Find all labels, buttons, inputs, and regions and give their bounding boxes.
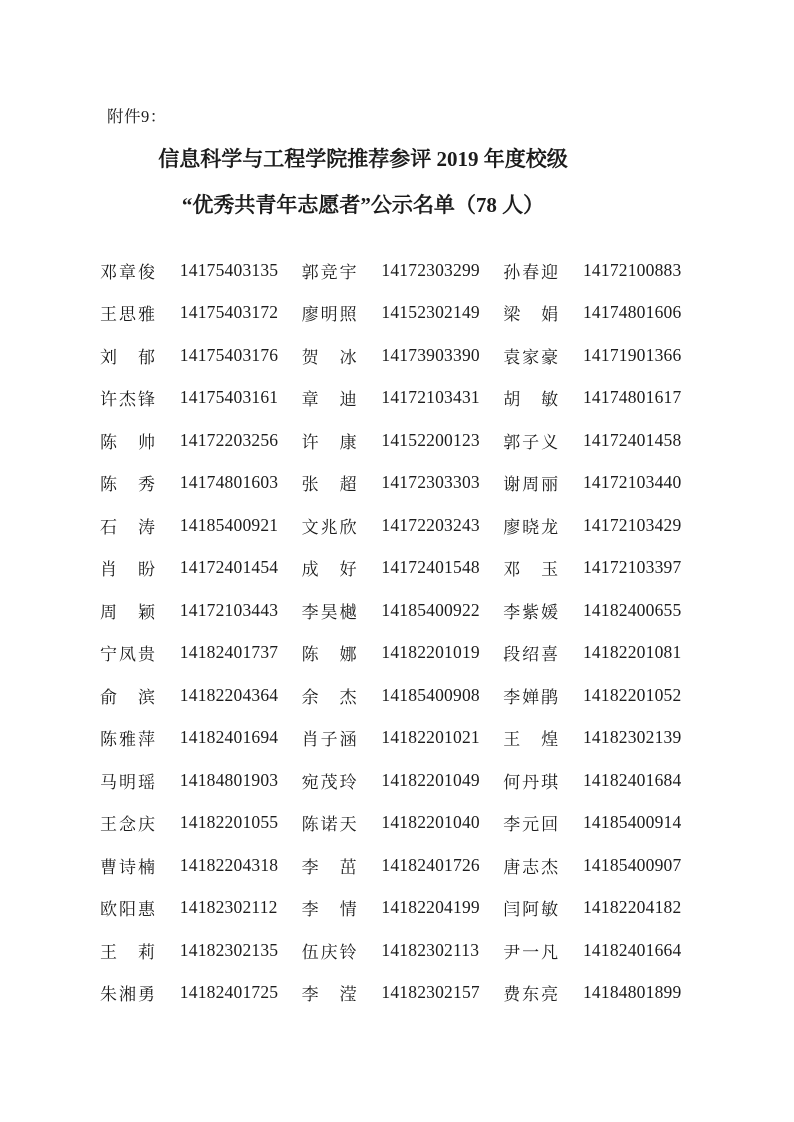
student-id: 14172401458 bbox=[582, 429, 682, 450]
person-name: 余 杰 bbox=[301, 687, 357, 707]
student-id: 14172103431 bbox=[381, 387, 480, 408]
student-id: 14182201055 bbox=[179, 812, 279, 833]
student-id: 14172401454 bbox=[179, 557, 279, 578]
student-id: 14185400921 bbox=[179, 514, 279, 535]
table-row bbox=[100, 674, 680, 717]
person-name: 周 颖 bbox=[100, 602, 155, 622]
person-name: 袁家豪 bbox=[503, 347, 559, 367]
person-name: 郭子义 bbox=[503, 432, 559, 452]
table-row bbox=[100, 929, 680, 972]
student-id: 14174801606 bbox=[582, 302, 682, 323]
student-id: 14172203256 bbox=[179, 429, 279, 450]
student-id: 14172100883 bbox=[582, 259, 682, 280]
person-name: 文兆欣 bbox=[301, 517, 357, 537]
person-name: 谢周丽 bbox=[503, 475, 559, 495]
table-row bbox=[100, 504, 680, 547]
person-name: 许 康 bbox=[301, 432, 357, 452]
person-name: 章 迪 bbox=[301, 390, 357, 410]
student-id: 14172103397 bbox=[582, 557, 682, 578]
person-name: 李婵鹃 bbox=[503, 687, 559, 707]
student-id: 14182401664 bbox=[582, 939, 682, 960]
person-name: 马明瑶 bbox=[100, 772, 155, 792]
table-row bbox=[100, 887, 680, 930]
student-id: 14172103440 bbox=[582, 472, 682, 493]
table-row bbox=[100, 377, 680, 420]
student-id: 14172103443 bbox=[179, 599, 279, 620]
student-id: 14182401684 bbox=[582, 769, 682, 790]
student-id: 14182401694 bbox=[179, 727, 279, 748]
student-id: 14182401737 bbox=[179, 642, 279, 663]
person-name: 尹一凡 bbox=[503, 942, 559, 962]
student-id: 14182201040 bbox=[381, 812, 480, 833]
student-id: 14175403161 bbox=[179, 387, 279, 408]
person-name: 郭竞宇 bbox=[301, 262, 357, 282]
person-name: 廖明照 bbox=[301, 305, 357, 325]
student-id: 14185400922 bbox=[381, 599, 480, 620]
table-row bbox=[100, 802, 680, 845]
student-id: 14182302139 bbox=[582, 727, 682, 748]
student-id: 14182204199 bbox=[381, 897, 480, 918]
table-row bbox=[100, 419, 680, 462]
person-name: 邓 玉 bbox=[503, 560, 559, 580]
table-row bbox=[100, 717, 680, 760]
student-id: 14185400914 bbox=[582, 812, 682, 833]
person-name: 闫阿敏 bbox=[503, 900, 559, 920]
person-name: 唐志杰 bbox=[503, 857, 559, 877]
student-id: 14182204364 bbox=[179, 684, 279, 705]
student-id: 14182400655 bbox=[582, 599, 682, 620]
table-row bbox=[100, 972, 680, 1015]
table-row bbox=[100, 589, 680, 632]
person-name: 何丹琪 bbox=[503, 772, 559, 792]
student-id: 14182302135 bbox=[179, 939, 279, 960]
student-id: 14174801603 bbox=[179, 472, 279, 493]
student-id: 14182401726 bbox=[381, 854, 480, 875]
table-row bbox=[100, 547, 680, 590]
student-id: 14182302112 bbox=[179, 897, 278, 918]
person-name: 成 好 bbox=[301, 560, 357, 580]
table-row bbox=[100, 759, 680, 802]
student-id: 14173903390 bbox=[381, 344, 480, 365]
student-id: 14182204318 bbox=[179, 854, 279, 875]
person-name: 刘 郁 bbox=[100, 347, 155, 367]
person-name: 费东亮 bbox=[503, 985, 559, 1005]
person-name: 肖 盼 bbox=[100, 560, 155, 580]
person-name: 宛茂玲 bbox=[301, 772, 357, 792]
student-id: 14182201019 bbox=[381, 642, 480, 663]
student-id: 14172401548 bbox=[381, 557, 480, 578]
person-name: 曹诗楠 bbox=[100, 857, 155, 877]
student-id: 14182201052 bbox=[582, 684, 682, 705]
student-id: 14152200123 bbox=[381, 429, 480, 450]
student-id: 14184801899 bbox=[582, 982, 682, 1003]
student-id: 14152302149 bbox=[381, 302, 480, 323]
table-row bbox=[100, 292, 680, 335]
person-name: 陈 娜 bbox=[301, 645, 357, 665]
student-id: 14172303303 bbox=[381, 472, 480, 493]
person-name: 宁凤贵 bbox=[100, 645, 155, 665]
student-id: 14182201021 bbox=[381, 727, 480, 748]
table-row bbox=[100, 632, 680, 675]
student-id: 14182401725 bbox=[179, 982, 279, 1003]
table-row bbox=[100, 844, 680, 887]
student-id: 14175403176 bbox=[179, 344, 279, 365]
student-id: 14185400908 bbox=[381, 684, 480, 705]
attachment-label: 附件9： bbox=[107, 107, 167, 126]
document-title bbox=[0, 148, 726, 240]
student-id: 14172303299 bbox=[381, 259, 480, 280]
person-name: 邓章俊 bbox=[100, 262, 155, 282]
person-name: 胡 敏 bbox=[503, 390, 559, 410]
student-id: 14174801617 bbox=[582, 387, 682, 408]
person-name: 欧阳惠 bbox=[100, 900, 155, 920]
person-name: 贺 冰 bbox=[301, 347, 357, 367]
person-name: 李 茁 bbox=[301, 857, 357, 877]
student-id: 14182302157 bbox=[381, 982, 480, 1003]
person-name: 廖晓龙 bbox=[503, 517, 559, 537]
student-id: 14182201081 bbox=[582, 642, 682, 663]
student-id: 14171901366 bbox=[582, 344, 682, 365]
person-name: 陈 帅 bbox=[100, 432, 155, 452]
person-name: 王念庆 bbox=[100, 815, 155, 835]
person-name: 孙春迎 bbox=[503, 262, 559, 282]
student-id: 14175403172 bbox=[179, 302, 279, 323]
person-name: 段绍喜 bbox=[503, 645, 559, 665]
person-name: 许杰锋 bbox=[100, 390, 155, 410]
student-id: 14185400907 bbox=[582, 854, 682, 875]
person-name: 陈 秀 bbox=[100, 475, 155, 495]
person-name: 肖子涵 bbox=[301, 730, 357, 750]
student-id: 14175403135 bbox=[179, 259, 279, 280]
person-name: 王 煌 bbox=[503, 730, 559, 750]
table-row bbox=[100, 249, 680, 292]
person-name: 俞 滨 bbox=[100, 687, 155, 707]
person-name: 石 涛 bbox=[100, 517, 155, 537]
table-row bbox=[100, 334, 680, 377]
person-name: 梁 娟 bbox=[503, 305, 559, 325]
person-name: 李昊樾 bbox=[301, 602, 357, 622]
roster-table bbox=[100, 249, 680, 1014]
person-name: 李 情 bbox=[301, 900, 357, 920]
person-name: 王 莉 bbox=[100, 942, 155, 962]
student-id: 14182201049 bbox=[381, 769, 480, 790]
student-id: 14172103429 bbox=[582, 514, 682, 535]
title-line-2: “优秀共青年志愿者”公示名单（78 人） bbox=[181, 193, 545, 217]
person-name: 伍庆铃 bbox=[301, 942, 357, 962]
person-name: 李元回 bbox=[503, 815, 559, 835]
person-name: 陈诺天 bbox=[301, 815, 357, 835]
person-name: 张 超 bbox=[301, 475, 357, 495]
person-name: 陈雅萍 bbox=[100, 730, 155, 750]
title-line-1: 信息科学与工程学院推荐参评 2019 年度校级 bbox=[158, 147, 568, 171]
student-id: 14172203243 bbox=[381, 514, 480, 535]
person-name: 朱湘勇 bbox=[100, 985, 155, 1005]
person-name: 李 滢 bbox=[301, 985, 357, 1005]
person-name: 王思雅 bbox=[100, 305, 155, 325]
table-row bbox=[100, 462, 680, 505]
student-id: 14182204182 bbox=[582, 897, 682, 918]
student-id: 14182302113 bbox=[381, 939, 480, 960]
person-name: 李紫媛 bbox=[503, 602, 559, 622]
student-id: 14184801903 bbox=[179, 769, 279, 790]
